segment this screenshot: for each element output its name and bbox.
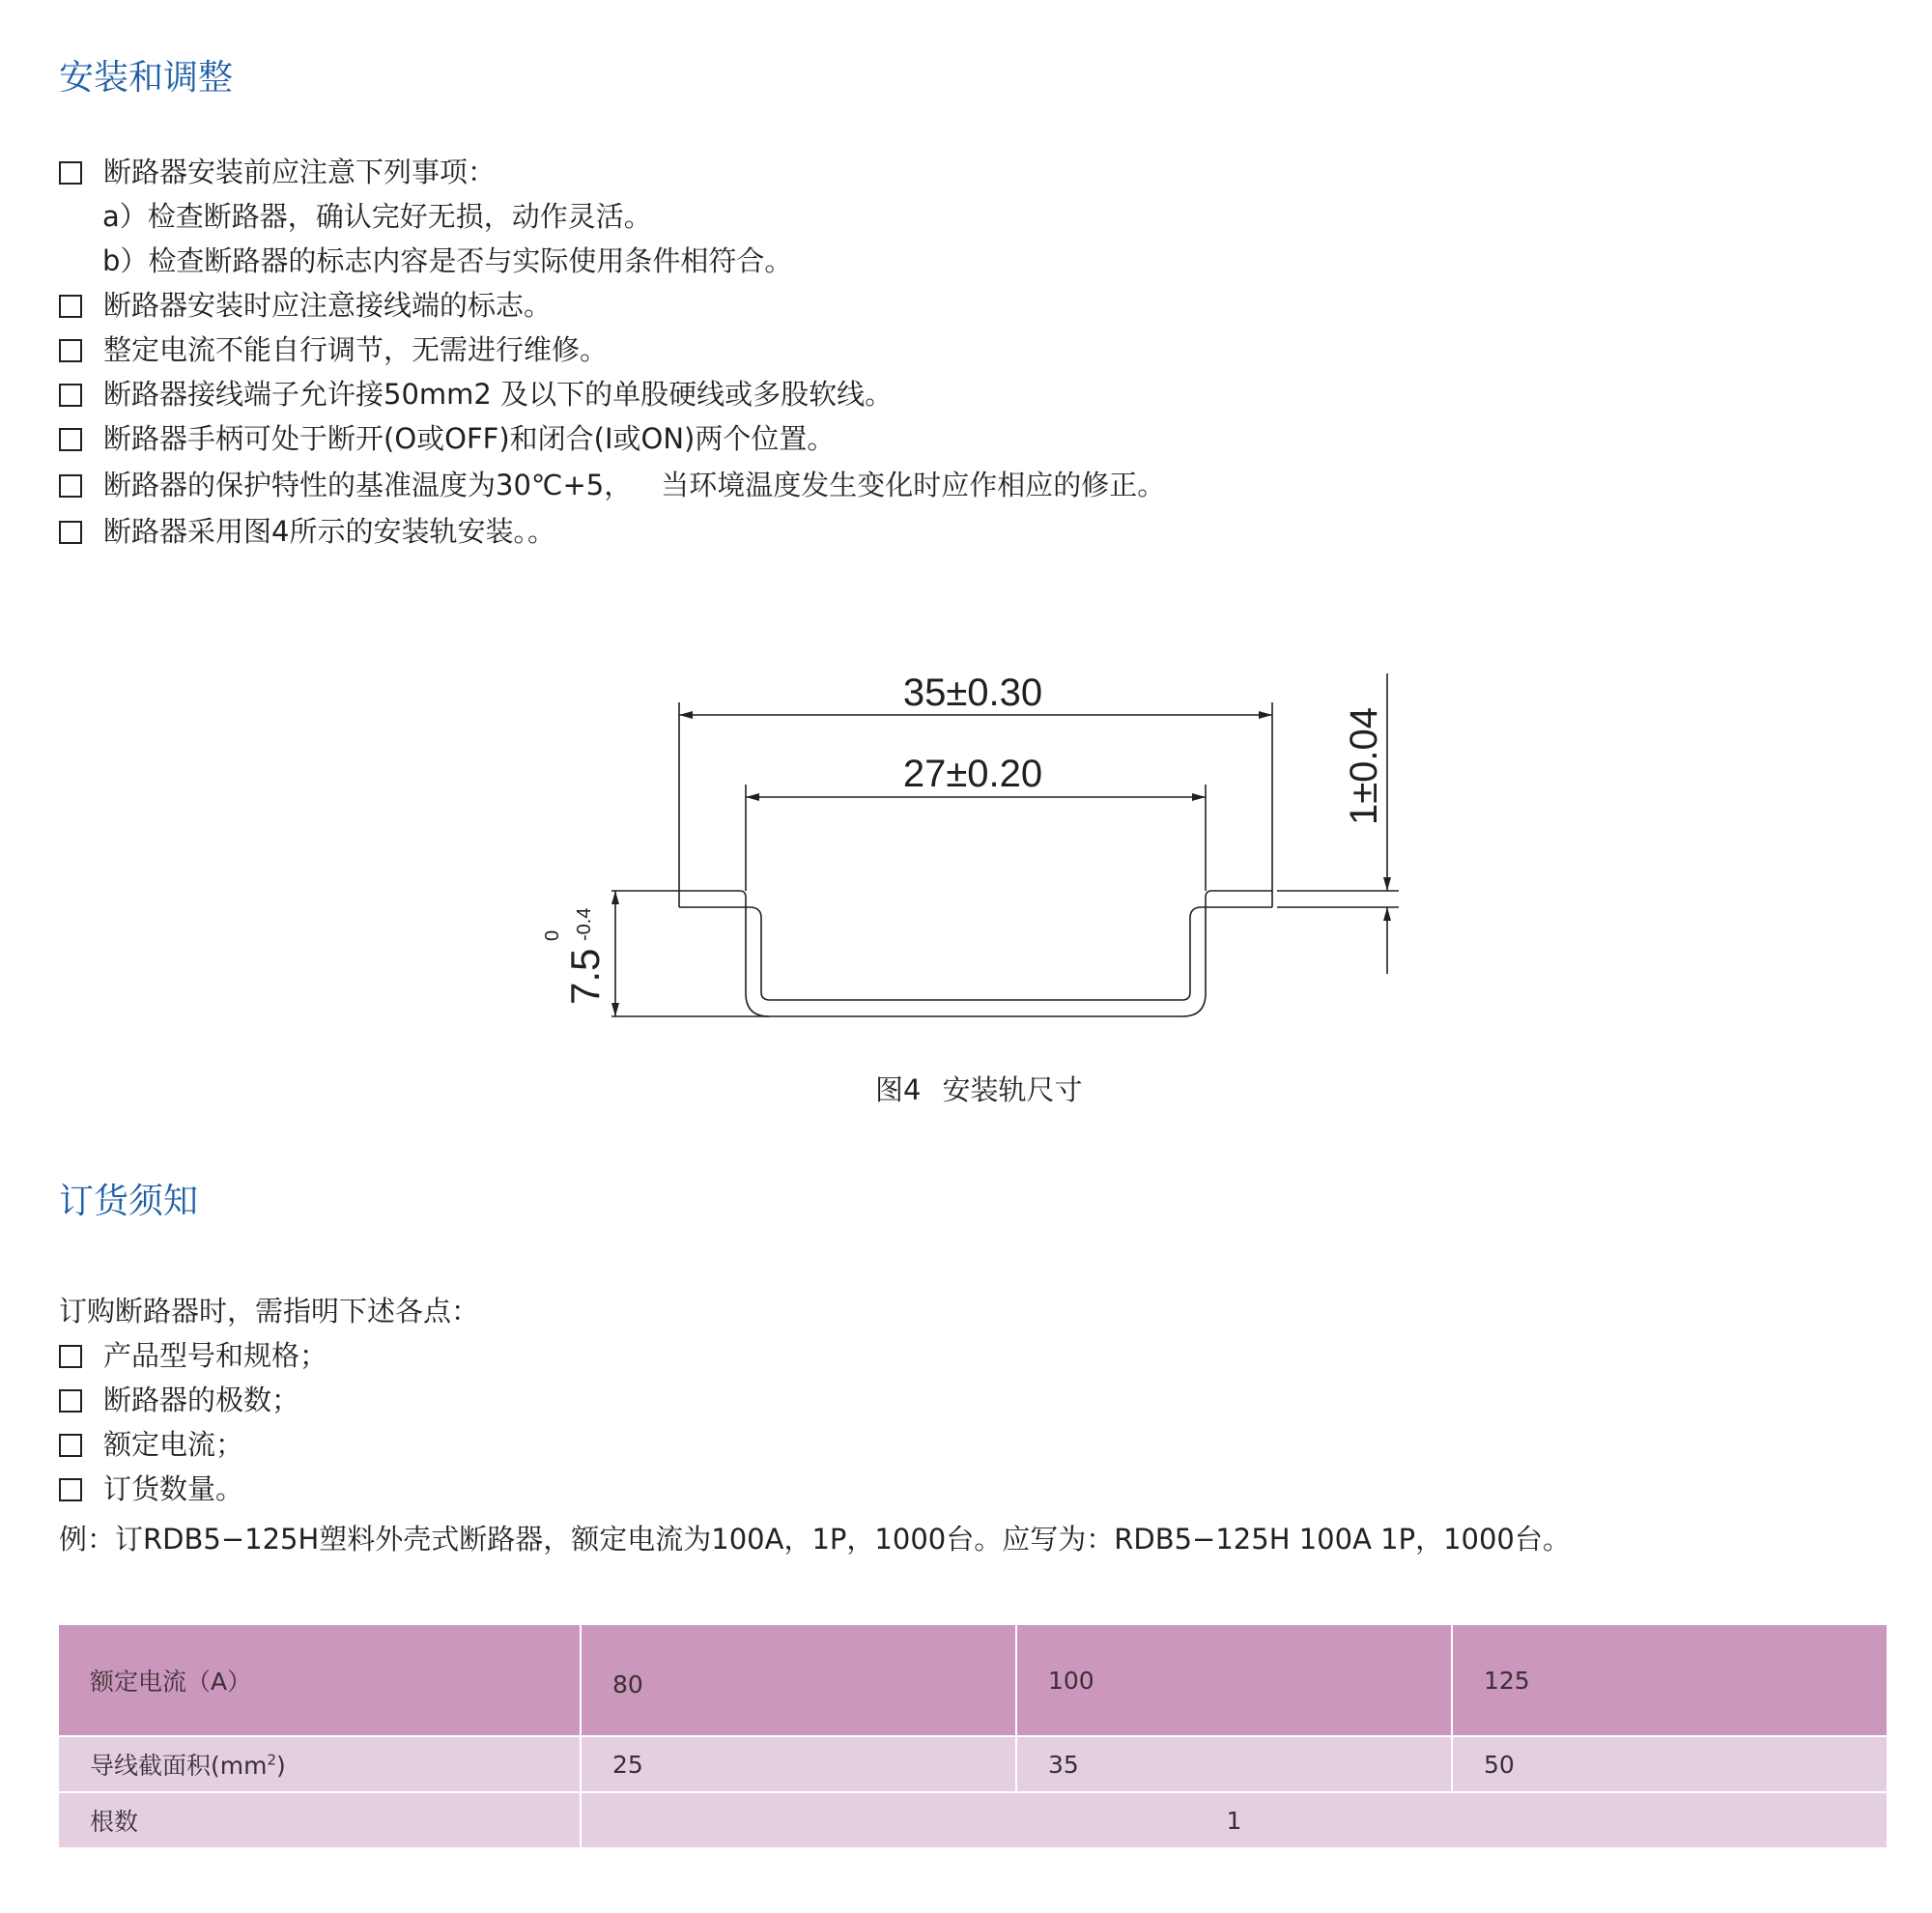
figure-caption-number: 图4 [875, 1073, 922, 1106]
table-cell-label [59, 1736, 581, 1792]
list-item [59, 1378, 1875, 1422]
checkbox-icon [59, 1389, 82, 1413]
label-superscript: 2 [267, 1751, 277, 1769]
install-heading: 安装和调整 [59, 58, 234, 98]
arrow-head [611, 1003, 619, 1016]
arrow-head [1383, 907, 1391, 921]
arrow-head [1259, 711, 1272, 719]
table-cell: 35 [1016, 1736, 1452, 1792]
list-item [59, 1422, 1875, 1467]
arrow-head [611, 891, 619, 904]
arrow-head [1383, 877, 1391, 891]
list-item-text: 断路器的极数； [103, 1384, 300, 1416]
table-cell-label: 额定电流（A） [59, 1625, 581, 1736]
order-example: 例：订RDB5−125H塑料外壳式断路器，额定电流为100A，1P，1000台。应写为：RDB5−125H 100A 1P，1000台。 [59, 1523, 1571, 1556]
dimension-label-height-main: 7.5 [562, 948, 608, 1005]
list-item-text: b）检查断路器的标志内容是否与实际使用条件相符合。 [102, 244, 793, 277]
checkbox-icon [59, 1478, 82, 1501]
dimension-label-outer-width: 35±0.30 [902, 671, 1043, 714]
list-item-text: 订货数量。 [103, 1472, 244, 1505]
table-cell: 80 [581, 1625, 1016, 1736]
list-item-text: 整定电流不能自行调节，无需进行维修。 [103, 333, 609, 366]
list-item-text: 断路器采用图4所示的安装轨安装。。 [103, 515, 555, 548]
list-item-text: 断路器安装前应注意下列事项： [103, 156, 497, 188]
list-item-text: 产品型号和规格； [103, 1339, 328, 1372]
order-list [59, 1289, 1875, 1561]
list-item-text-cont: 当环境温度发生变化时应作相应的修正。 [661, 469, 1166, 501]
arrow-head [679, 711, 693, 719]
figure-caption [875, 1071, 1082, 1109]
list-item-text: 额定电流； [103, 1428, 244, 1461]
list-item-text: 断路器的保护特性的基准温度为30℃+5， [103, 469, 633, 501]
checkbox-icon [59, 1345, 82, 1368]
table-cell: 50 [1452, 1736, 1887, 1792]
dimension-label-height [542, 908, 608, 1005]
table-cell-label: 根数 [59, 1792, 581, 1848]
arrow-head [746, 793, 759, 801]
dimension-label-thickness: 1±0.04 [1343, 706, 1385, 826]
table-row [59, 1736, 1887, 1792]
dimension-label-height-tol-lower: -0.4 [574, 907, 595, 941]
list-item-text: 断路器安装时应注意接线端的标志。 [103, 289, 553, 322]
rail-profile-inner [679, 907, 1272, 1000]
arrow-head [1192, 793, 1206, 801]
label-text: 导线截面积(mm [90, 1752, 268, 1780]
rail-profile-outer [679, 891, 1272, 1016]
dimension-label-inner-width: 27±0.20 [902, 753, 1043, 795]
list-item [59, 1333, 1875, 1378]
figure-caption-text: 安装轨尺寸 [942, 1073, 1083, 1106]
checkbox-icon [59, 1434, 82, 1457]
table-cell: 25 [581, 1736, 1016, 1792]
list-item-text: 断路器接线端子允许接50mm2 及以下的单股硬线或多股软线。 [103, 378, 894, 411]
spec-table [59, 1625, 1887, 1849]
list-item [59, 1467, 1875, 1511]
list-item-text: 断路器手柄可处于断开(O或OFF)和闭合(I或ON)两个位置。 [103, 422, 836, 455]
table-cell: 125 [1452, 1625, 1887, 1736]
order-intro: 订购断路器时，需指明下述各点： [59, 1295, 480, 1328]
label-end: ) [276, 1752, 286, 1780]
table-row [59, 1792, 1887, 1848]
list-item-text: a）检查断路器，确认完好无损，动作灵活。 [102, 200, 652, 233]
table-cell: 1 [581, 1792, 1887, 1848]
table-cell: 100 [1016, 1625, 1452, 1736]
table-row [59, 1625, 1887, 1736]
dimension-label-height-tol-upper: 0 [542, 929, 563, 941]
order-heading: 订货须知 [59, 1182, 199, 1221]
